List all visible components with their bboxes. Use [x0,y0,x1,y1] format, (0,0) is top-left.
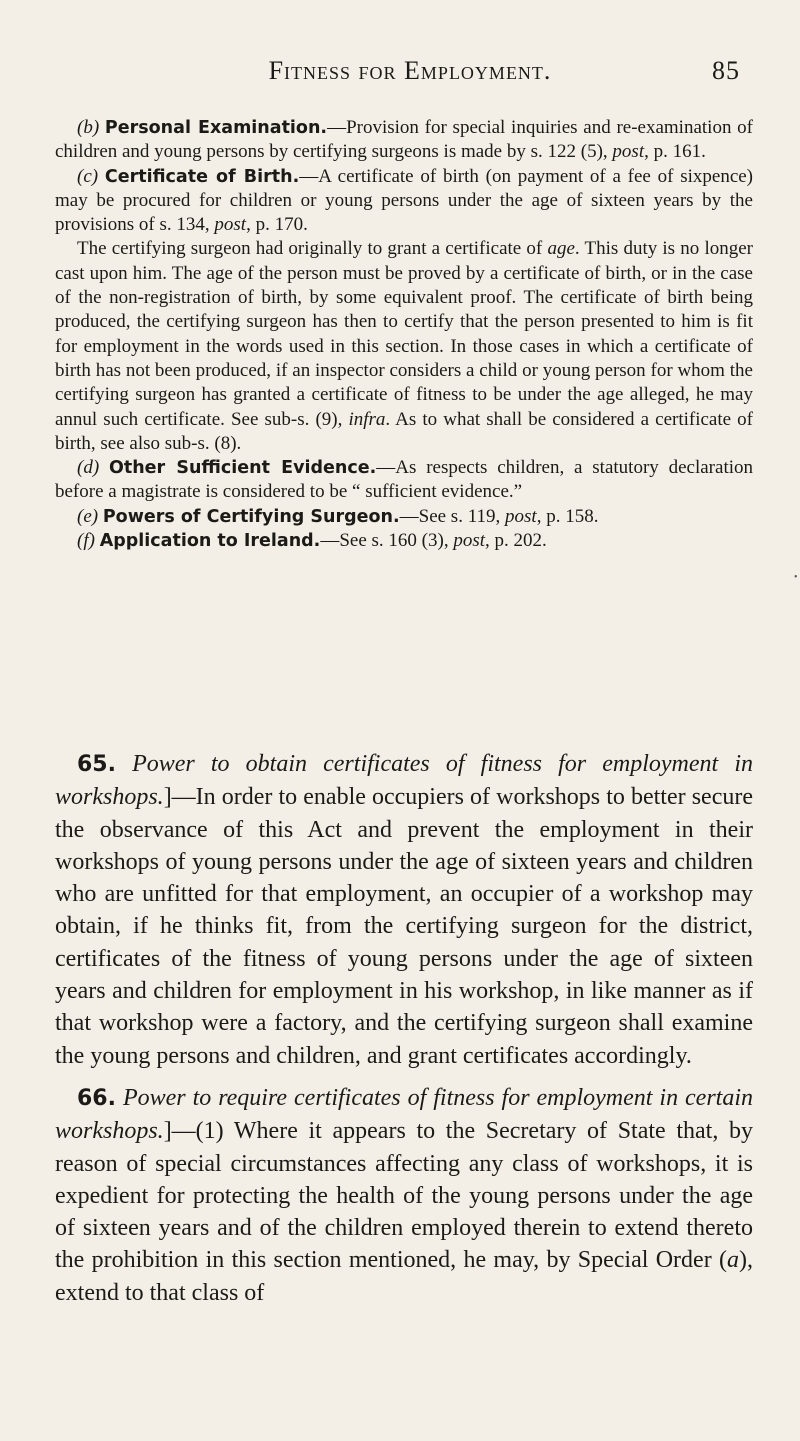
section-66: 66. Power to require certificates of fitness for employment in certain workshops.]—(1) Where it appears to the Secretary of State that, by reason of special circumstances affecting any class of workshops, it is expedient for protecting the health of the young persons under the age of sixteen years and of the children employed therein to extend thereto the prohibition in this section mentioned, he may, by Special Order (a), extend to that class of [55,1084,754,1306]
section-title: Power to require certificates of fitness for employment in certain workshops. [55,1084,754,1145]
note-other-sufficient-evidence: (d) Other Sufficient Evidence.—As respects children, a statutory declaration before a magistrate is considered to be “ sufficient evidence.” [55,457,753,503]
running-title: Fitness for Employment. [268,56,552,85]
section-text: ]—(1) Where it appears to the Secretary of State that, by reason of special circumstances affecting any class of workshops, it is expedient for protecting the health of the young persons under the age of sixteen years and of the children employed therein to extend thereto the prohibition in this section mentioned, he may, by Special Order ( [55,1118,753,1274]
running-header [80,52,740,92]
note-heading: Other Sufficient Evidence. [108,458,377,479]
note-label: (c) [77,165,99,187]
section-text: ]—In order to enable occupiers of workshops to better secure the observance of this Act and prevent the employment in their workshops of young persons under the age of sixteen years and children who are unfitted for that employment, an occupier of a workshop may obtain, if he thinks fit, from the certifying surgeon for the district, certificates of the fitness of young persons under the age of sixteen years and children for employment in his workshop, in like manner as if that workshop were a factory, and the certifying surgeon shall examine the young persons and children, and grant certificates accordingly. [55,784,753,1069]
statute-sections [55,748,753,1309]
note-heading: Personal Examination. [104,118,328,138]
footnotes-block [55,116,753,553]
note-heading: Certificate of Birth. [104,166,300,187]
section-65 [55,748,753,1072]
note-powers-of-certifying-surgeon: (e) Powers of Certifying Surgeon.—See s. 119, post, p. 158. [77,505,599,527]
note-personal-examination: (b) Personal Examination.—Provision for special inquiries and re-examination of children and young persons by certifying surgeons is made by s. 122 (5), post, p. 161. [55,117,754,163]
note-certificate-of-age-paragraph: The certifying surgeon had originally to grant a certificate of age. This duty is no longer cast upon him. The age of the person must be proved by a certificate of birth, or in the case of the non-registration of birth, by some equivalent proof. The certificate of birth being produced, the certifying surgeon has then to certify that the person presented to him is fit for employment in the words used in this section. In those cases in which a certificate of birth has not been produced, if an inspector considers a child or young person for whom the certifying surgeon has granted a certificate of fitness to be under the age alleged, he may annul such certificate. See sub-s. (9), infra. As to what shall be considered a certificate of birth, see also sub-s. (8). [55,238,753,454]
note-label: (b) [77,117,100,138]
note-heading: Application to Ireland. [99,531,321,552]
note-heading: Powers of Certifying Surgeon. [102,506,400,527]
note-certificate-of-birth: (c) Certificate of Birth.—A certificate of birth (on payment of a fee of sixpence) may be procured for children or young persons under the age of sixteen years by the provisions of s. 134, post, p. 170. [55,165,754,236]
note-label: (e) [77,505,99,527]
note-label: (f) [77,530,95,552]
note-label: (d) [77,457,100,479]
page-number: 85 [712,56,740,85]
margin-mark: • [794,572,798,583]
section-title: Power to obtain certificates of fitness for employment in workshops. [55,751,753,811]
note-application-to-ireland: (f) Application to Ireland.—See s. 160 (3), post, p. 202. [77,530,547,552]
section-number: 65. [77,752,116,777]
section-number: 66. [77,1085,116,1111]
